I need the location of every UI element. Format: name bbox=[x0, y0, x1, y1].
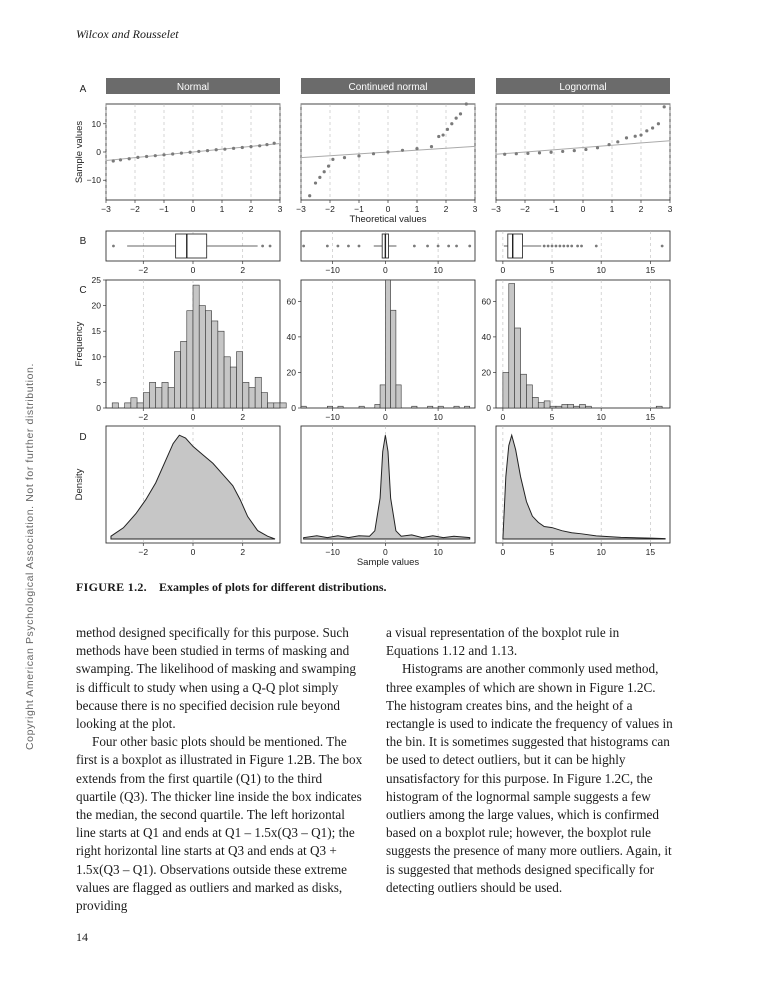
strip-title: Normal bbox=[176, 82, 210, 93]
x-tick-label: 3 bbox=[277, 204, 283, 214]
x-tick-label: 0 bbox=[190, 265, 196, 275]
body-column-left bbox=[76, 624, 364, 915]
outlier-point bbox=[547, 245, 550, 248]
x-tick-label: −10 bbox=[325, 547, 340, 557]
x-tick-label: 10 bbox=[433, 412, 443, 422]
histogram-bar bbox=[301, 406, 306, 408]
data-point bbox=[442, 133, 445, 136]
data-point bbox=[232, 147, 235, 150]
running-head: Wilcox and Rousselet bbox=[76, 27, 179, 41]
x-tick-label: −2 bbox=[130, 204, 140, 214]
histogram-bar bbox=[131, 398, 137, 408]
x-tick-label: 2 bbox=[638, 204, 644, 214]
histogram-bar bbox=[143, 393, 149, 408]
x-tick-label: 0 bbox=[500, 547, 506, 557]
y-tick-label: 10 bbox=[91, 351, 101, 362]
data-point bbox=[651, 126, 654, 129]
data-point bbox=[249, 145, 252, 148]
x-tick-label: 0 bbox=[382, 265, 388, 275]
histogram-bar bbox=[544, 401, 550, 408]
data-point bbox=[616, 140, 619, 143]
y-axis-label: Density bbox=[74, 468, 85, 501]
data-point bbox=[206, 149, 209, 152]
outlier-point bbox=[595, 245, 598, 248]
data-point bbox=[515, 152, 518, 155]
histogram-bar bbox=[274, 403, 280, 408]
y-tick-label: 40 bbox=[481, 331, 491, 342]
histogram-bar bbox=[538, 403, 544, 408]
histogram-bar bbox=[526, 385, 532, 408]
histogram-bar bbox=[438, 406, 443, 408]
histogram-bar bbox=[380, 385, 385, 408]
histogram-bar bbox=[503, 372, 509, 408]
outlier-point bbox=[455, 245, 458, 248]
y-tick-label: −10 bbox=[86, 175, 101, 186]
x-tick-label: −10 bbox=[325, 265, 340, 275]
page-number: 14 bbox=[76, 930, 88, 944]
panel-letter: C bbox=[79, 285, 87, 296]
data-point bbox=[584, 148, 587, 151]
x-tick-label: 1 bbox=[219, 204, 225, 214]
histogram-bar bbox=[580, 404, 586, 408]
y-tick-label: 40 bbox=[286, 331, 296, 342]
y-tick-label: 0 bbox=[96, 147, 101, 157]
density-curve bbox=[503, 435, 665, 539]
outlier-point bbox=[347, 245, 350, 248]
outlier-point bbox=[261, 245, 264, 248]
x-tick-label: −2 bbox=[138, 547, 149, 557]
outlier-point bbox=[413, 245, 416, 248]
histogram-bar bbox=[112, 403, 118, 408]
data-point bbox=[343, 156, 346, 159]
histogram-bar bbox=[385, 280, 390, 408]
x-tick-label: 15 bbox=[645, 265, 656, 275]
panel-letter: A bbox=[79, 84, 87, 95]
paragraph: a visual representation of the boxplot rule in Equations 1.12 and 1.13. bbox=[386, 625, 620, 659]
histogram-bar bbox=[562, 404, 568, 408]
data-point bbox=[197, 150, 200, 153]
histogram-bar bbox=[181, 341, 187, 408]
data-point bbox=[386, 150, 389, 153]
data-point bbox=[154, 154, 157, 157]
data-point bbox=[265, 143, 268, 146]
figure-number: FIGURE 1.2. bbox=[76, 580, 147, 594]
data-point bbox=[657, 122, 660, 125]
histogram-bar bbox=[199, 306, 205, 408]
histogram-bar bbox=[162, 382, 168, 408]
strip-title: Lognormal bbox=[559, 82, 607, 93]
outlier-point bbox=[580, 245, 583, 248]
outlier-point bbox=[337, 245, 340, 248]
outlier-point bbox=[551, 245, 554, 248]
data-point bbox=[357, 154, 360, 157]
histogram-bar bbox=[156, 388, 162, 408]
data-point bbox=[372, 152, 375, 155]
data-point bbox=[550, 151, 553, 154]
x-tick-label: 2 bbox=[240, 547, 246, 557]
histogram-bar bbox=[464, 406, 469, 408]
histogram-bar bbox=[391, 310, 396, 408]
density-curve bbox=[304, 435, 470, 539]
outlier-point bbox=[269, 245, 272, 248]
x-tick-label: −2 bbox=[325, 204, 335, 214]
outlier-point bbox=[661, 245, 664, 248]
data-point bbox=[136, 156, 139, 159]
outlier-point bbox=[437, 245, 440, 248]
x-tick-label: 0 bbox=[190, 412, 196, 422]
x-tick-label: −3 bbox=[296, 204, 306, 214]
x-tick-label: 0 bbox=[385, 204, 391, 214]
panel-letter: D bbox=[79, 432, 87, 443]
histogram-bar bbox=[375, 404, 380, 408]
y-tick-label: 15 bbox=[91, 326, 101, 337]
data-point bbox=[645, 129, 648, 132]
strip-title: Continued normal bbox=[348, 82, 428, 93]
data-point bbox=[162, 153, 165, 156]
histogram-bar bbox=[125, 403, 131, 408]
x-tick-label: 2 bbox=[443, 204, 449, 214]
x-tick-label: 10 bbox=[596, 547, 606, 557]
x-tick-label: 10 bbox=[433, 265, 443, 275]
x-tick-label: −10 bbox=[325, 412, 340, 422]
histogram-bar bbox=[656, 406, 662, 408]
x-tick-label: 0 bbox=[580, 204, 586, 214]
data-point bbox=[327, 165, 330, 168]
outlier-point bbox=[558, 245, 561, 248]
x-tick-label: 0 bbox=[190, 547, 196, 557]
data-point bbox=[308, 194, 311, 197]
data-point bbox=[430, 145, 433, 148]
histogram-bar bbox=[412, 406, 417, 408]
x-tick-label: 10 bbox=[433, 547, 443, 557]
x-tick-label: 3 bbox=[472, 204, 478, 214]
histogram-bar bbox=[150, 382, 156, 408]
data-point bbox=[323, 170, 326, 173]
data-point bbox=[331, 158, 334, 161]
outlier-point bbox=[570, 245, 573, 248]
data-point bbox=[625, 136, 628, 139]
data-point bbox=[455, 117, 458, 120]
histogram-bar bbox=[174, 352, 180, 408]
data-point bbox=[314, 181, 317, 184]
figure-caption bbox=[76, 580, 387, 595]
histogram-bar bbox=[515, 328, 521, 408]
x-tick-label: −1 bbox=[549, 204, 559, 214]
x-tick-label: −3 bbox=[101, 204, 111, 214]
histogram-bar bbox=[454, 406, 459, 408]
data-point bbox=[241, 146, 244, 149]
x-tick-label: −2 bbox=[520, 204, 530, 214]
histogram-bar bbox=[268, 403, 274, 408]
histogram-bar bbox=[255, 377, 261, 408]
data-point bbox=[663, 105, 666, 108]
y-tick-label: 20 bbox=[481, 367, 491, 378]
panel-letter: B bbox=[79, 236, 87, 247]
data-point bbox=[180, 152, 183, 155]
data-point bbox=[401, 149, 404, 152]
histogram-bar bbox=[532, 397, 538, 408]
x-tick-label: 2 bbox=[248, 204, 254, 214]
data-point bbox=[128, 157, 131, 160]
copyright-side-note: Copyright American Psychological Association. Not for further distribution. bbox=[24, 363, 36, 750]
histogram-bar bbox=[327, 406, 332, 408]
x-tick-label: 2 bbox=[240, 412, 246, 422]
y-tick-label: 20 bbox=[91, 300, 101, 311]
paragraph: Four other basic plots should be mentioned. The first is a boxplot as illustrated in Figure 1.2B. The box extends from the first quartile (Q1) to the third quartile (Q3). The thicker line inside the box indicates the median, the second quartile. The left horizontal line starts at Q1 and ends at Q1 – 1.5x(Q3 – Q1); the right horizontal line starts at Q3 and ends at Q3 + 1.5x(Q3 – Q1). Observations outside these extreme values are flagged as outliers and marked as disks, providing bbox=[76, 734, 363, 914]
outlier-point bbox=[566, 245, 569, 248]
y-tick-label: 0 bbox=[486, 403, 491, 413]
x-tick-label: 1 bbox=[609, 204, 615, 214]
outlier-point bbox=[112, 245, 115, 248]
data-point bbox=[189, 151, 192, 154]
x-tick-label: 5 bbox=[549, 412, 555, 422]
data-point bbox=[119, 158, 122, 161]
x-tick-label: 0 bbox=[190, 204, 196, 214]
histogram-bar bbox=[550, 406, 556, 408]
data-point bbox=[465, 102, 468, 105]
x-tick-label: 15 bbox=[645, 547, 656, 557]
x-tick-label: 0 bbox=[500, 412, 506, 422]
x-axis-label: Sample values bbox=[356, 557, 420, 568]
y-tick-label: 5 bbox=[96, 377, 101, 388]
histogram-bar bbox=[521, 374, 527, 408]
histogram-bar bbox=[193, 285, 199, 408]
x-tick-label: 0 bbox=[382, 412, 388, 422]
x-tick-label: 10 bbox=[596, 412, 606, 422]
data-point bbox=[437, 135, 440, 138]
data-point bbox=[573, 149, 576, 152]
histogram-bar bbox=[556, 406, 562, 408]
x-tick-label: 3 bbox=[667, 204, 673, 214]
data-point bbox=[446, 128, 449, 131]
box bbox=[508, 234, 523, 258]
y-tick-label: 20 bbox=[286, 367, 296, 378]
data-point bbox=[526, 152, 529, 155]
data-point bbox=[561, 150, 564, 153]
outlier-point bbox=[447, 245, 450, 248]
histogram-bar bbox=[168, 388, 174, 408]
y-tick-label: 60 bbox=[286, 296, 296, 307]
y-tick-label: 0 bbox=[291, 403, 296, 413]
x-tick-label: −1 bbox=[354, 204, 364, 214]
y-axis-label: Frequency bbox=[74, 321, 85, 367]
x-tick-label: −1 bbox=[159, 204, 169, 214]
data-point bbox=[318, 176, 321, 179]
box bbox=[176, 234, 207, 258]
data-point bbox=[171, 152, 174, 155]
x-axis-label: Theoretical values bbox=[349, 214, 427, 225]
data-point bbox=[273, 142, 276, 145]
outlier-point bbox=[468, 245, 471, 248]
x-tick-label: 2 bbox=[240, 265, 246, 275]
histogram-bar bbox=[137, 403, 143, 408]
data-point bbox=[258, 144, 261, 147]
data-point bbox=[415, 147, 418, 150]
histogram-bar bbox=[187, 311, 193, 408]
histogram-bar bbox=[218, 331, 224, 408]
data-point bbox=[450, 122, 453, 125]
data-point bbox=[112, 159, 115, 162]
data-point bbox=[596, 146, 599, 149]
figure-caption-text: Examples of plots for different distributions. bbox=[158, 580, 387, 594]
histogram-bar bbox=[212, 321, 218, 408]
histogram-bar bbox=[237, 352, 243, 408]
histogram-bar bbox=[359, 406, 364, 408]
density-curve bbox=[111, 435, 275, 539]
x-tick-label: 15 bbox=[645, 412, 656, 422]
x-tick-label: 1 bbox=[414, 204, 420, 214]
data-point bbox=[634, 135, 637, 138]
histogram-bar bbox=[205, 311, 211, 408]
outlier-point bbox=[358, 245, 361, 248]
y-tick-label: 25 bbox=[91, 275, 101, 285]
histogram-bar bbox=[585, 406, 591, 408]
y-tick-label: 0 bbox=[96, 403, 101, 413]
x-tick-label: 0 bbox=[500, 265, 506, 275]
outlier-point bbox=[543, 245, 546, 248]
histogram-bar bbox=[428, 406, 433, 408]
histogram-bar bbox=[230, 367, 236, 408]
outlier-point bbox=[555, 245, 558, 248]
y-tick-label: 60 bbox=[481, 296, 491, 307]
data-point bbox=[459, 112, 462, 115]
body-column-right bbox=[386, 624, 674, 897]
x-tick-label: 5 bbox=[549, 265, 555, 275]
outlier-point bbox=[576, 245, 579, 248]
data-point bbox=[538, 151, 541, 154]
histogram-bar bbox=[224, 357, 230, 408]
x-tick-label: 5 bbox=[549, 547, 555, 557]
histogram-bar bbox=[280, 403, 286, 408]
y-tick-label: 10 bbox=[91, 118, 101, 129]
histogram-bar bbox=[509, 284, 515, 408]
data-point bbox=[503, 153, 506, 156]
y-axis-label: Sample values bbox=[74, 120, 85, 184]
histogram-bar bbox=[261, 393, 267, 408]
data-point bbox=[145, 155, 148, 158]
histogram-bar bbox=[396, 385, 401, 408]
x-tick-label: 10 bbox=[596, 265, 606, 275]
outlier-point bbox=[326, 245, 329, 248]
x-tick-label: −2 bbox=[138, 265, 149, 275]
histogram-bar bbox=[574, 406, 580, 408]
x-tick-label: 0 bbox=[382, 547, 388, 557]
outlier-point bbox=[562, 245, 565, 248]
outlier-point bbox=[302, 245, 305, 248]
paragraph: method designed specifically for this purpose. Such methods have been studied in terms of masking and swamping. The likelihood of masking and swamping is difficult to study when using a Q-Q plot simply because there is no specified decision rule beyond looking at the plot. bbox=[76, 625, 356, 732]
histogram-bar bbox=[568, 404, 574, 408]
data-point bbox=[608, 143, 611, 146]
histogram-bar bbox=[338, 406, 343, 408]
data-point bbox=[223, 148, 226, 151]
x-tick-label: −2 bbox=[138, 412, 149, 422]
data-point bbox=[639, 133, 642, 136]
x-tick-label: −3 bbox=[491, 204, 501, 214]
histogram-bar bbox=[243, 382, 249, 408]
outlier-point bbox=[426, 245, 429, 248]
paragraph: Histograms are another commonly used method, three examples of which are shown in Figure 1.2C. The histogram creates bins, and the height of a rectangle is used to indicate the frequency of values in the bin. It is sometimes suggested that histograms can be used to detect outliers, but it can be highly unsatisfactory for this purpose. In Figure 1.2C, the histogram of the lognormal sample suggests a few outliers among the large values, which is confirmed based on a boxplot rule; however, the boxplot rule suggests the presence of many more outliers. Again, it is suggested that methods designed specifically for detecting outliers should be used. bbox=[386, 661, 673, 895]
histogram-bar bbox=[249, 388, 255, 408]
data-point bbox=[215, 148, 218, 151]
